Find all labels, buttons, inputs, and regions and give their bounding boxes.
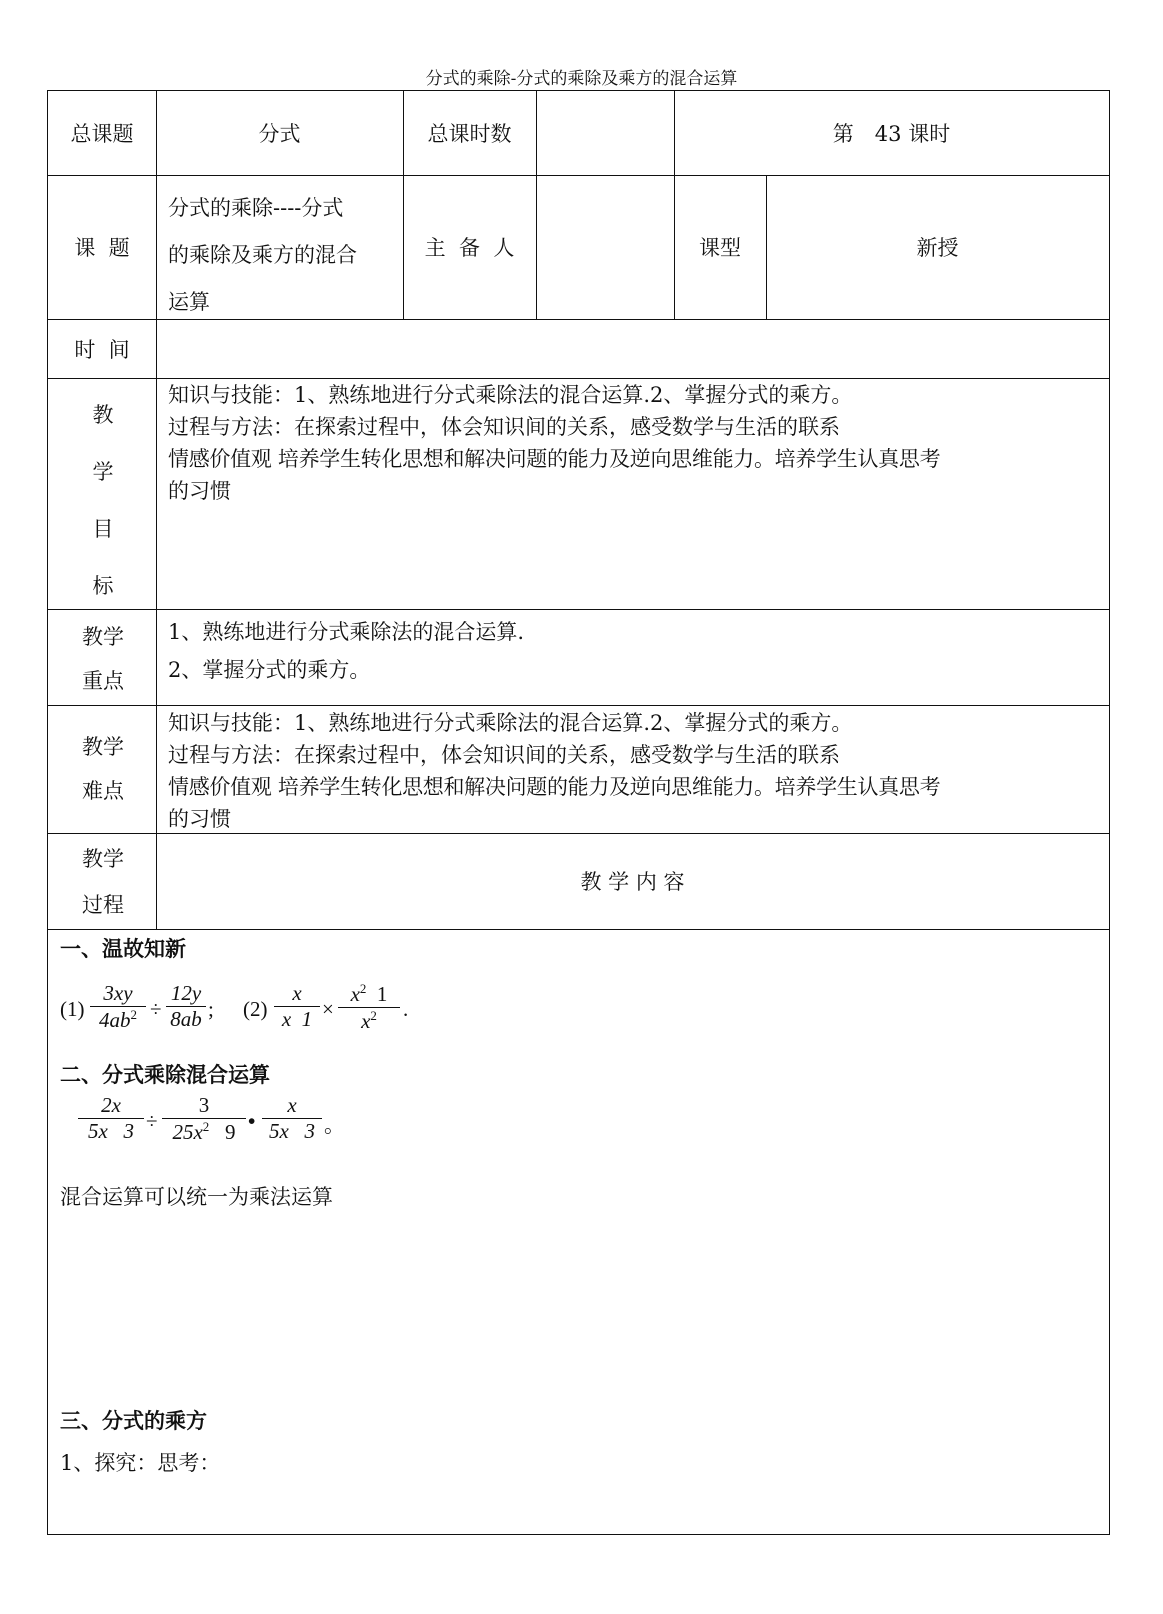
label-objectives [48, 387, 158, 615]
denominator: 5x 3 [87, 1119, 135, 1143]
fraction [166, 981, 206, 1032]
label-time: 时 间 [74, 337, 130, 362]
subject-value [168, 185, 398, 326]
label-difficulties [48, 725, 158, 813]
objective-line: 过程与方法：在探索过程中，体会知识间的关系，感受数学与生活的联系 [168, 415, 840, 439]
numerator: 3xy [103, 981, 133, 1005]
objectives-text [168, 379, 1108, 507]
note-text: 混合运算可以统一为乘法运算 [60, 1185, 333, 1209]
key-point-line: 1、熟练地进行分式乘除法的混合运算. [168, 620, 525, 644]
label-line: 教学 [82, 847, 124, 871]
lesson-number: 第 43 课时 [832, 122, 951, 146]
divide-operator: ÷ [146, 1109, 158, 1133]
key-points-text [168, 613, 1108, 689]
divide-operator: ÷ [150, 997, 162, 1021]
punctuation: ; [208, 997, 214, 1021]
expression-1 [60, 981, 440, 1041]
multiply-operator: × [322, 997, 334, 1021]
numerator: 12y [170, 981, 202, 1005]
key-point-line: 2、掌握分式的乘方。 [168, 658, 371, 682]
objective-line: 的习惯 [168, 479, 231, 503]
explore-item: 1、探究：思考： [60, 1451, 221, 1475]
difficulty-line: 情感价值观 培养学生转化思想和解决问题的能力及逆向思维能力。培养学生认真思考 [168, 775, 941, 799]
numerator: 3 [198, 1093, 210, 1117]
objective-line: 情感价值观 培养学生转化思想和解决问题的能力及逆向思维能力。培养学生认真思考 [168, 447, 941, 471]
difficulty-line: 的习惯 [168, 807, 231, 831]
lesson-plan-table [47, 90, 1110, 1535]
numerator: $x^2$ 1 [350, 981, 388, 1006]
lesson-type-value: 新授 [916, 236, 959, 260]
numerator: x [287, 1093, 297, 1117]
label-line: 过程 [82, 893, 124, 917]
difficulty-line: 知识与技能：1、熟练地进行分式乘除法的混合运算.2、掌握分式的乘方。 [168, 711, 853, 735]
subject-line: 的乘除及乘方的混合 [168, 243, 357, 267]
row-divider [48, 609, 1109, 610]
objective-line: 知识与技能：1、熟练地进行分式乘除法的混合运算.2、掌握分式的乘方。 [168, 383, 853, 407]
numerator: x [292, 981, 302, 1005]
page-title: 分式的乘除-分式的乘除及乘方的混合运算 [425, 69, 738, 89]
expr-label: (1) [60, 997, 85, 1021]
label-char: 学 [92, 460, 114, 484]
fraction [162, 1093, 246, 1145]
label-char: 教 [92, 403, 114, 427]
denominator: $4ab^2$ [99, 1007, 137, 1032]
teaching-content-heading: 教 学 内 容 [580, 870, 685, 894]
expression-mixed [78, 1093, 398, 1153]
denominator: 8ab [170, 1007, 202, 1031]
difficulty-line: 过程与方法：在探索过程中，体会知识间的关系，感受数学与生活的联系 [168, 743, 840, 767]
punctuation: 。 [324, 1113, 345, 1137]
label-char: 目 [92, 517, 114, 541]
denominator: 5x 3 [268, 1119, 316, 1143]
punctuation: . [403, 997, 409, 1021]
label-char: 标 [92, 574, 114, 598]
section-review: 一、温故知新 [60, 936, 186, 961]
denominator: $25x^2$ 9 [172, 1119, 236, 1144]
dot-operator: • [248, 1109, 256, 1133]
preparer-value [536, 175, 674, 319]
fraction [338, 981, 400, 1034]
denominator: x 1 [281, 1007, 313, 1031]
row-divider [48, 705, 1109, 706]
label-lesson-type: 课型 [699, 236, 741, 260]
numerator: 2x [101, 1093, 121, 1117]
label-total-hours: 总课时数 [427, 122, 512, 146]
expr-label: (2) [243, 997, 268, 1021]
topic-value: 分式 [258, 122, 301, 146]
label-line: 难点 [82, 779, 124, 803]
fraction [274, 981, 320, 1032]
label-line: 教学 [82, 625, 124, 649]
hours-value [536, 91, 674, 175]
fraction [78, 1093, 144, 1144]
label-process [48, 836, 158, 928]
label-line: 教学 [82, 735, 124, 759]
section-mixed-operations: 二、分式乘除混合运算 [60, 1062, 270, 1087]
subject-line: 运算 [168, 290, 210, 314]
denominator: $x^2$ [361, 1008, 377, 1033]
fraction [262, 1093, 322, 1144]
difficulties-text [168, 707, 1108, 835]
label-key-points [48, 615, 158, 703]
row-divider [48, 929, 1109, 930]
section-power: 三、分式的乘方 [60, 1408, 207, 1433]
fraction [90, 981, 146, 1033]
label-subject: 课 题 [74, 236, 130, 260]
label-preparer: 主 备 人 [424, 236, 515, 260]
subject-line: 分式的乘除----分式 [168, 196, 344, 220]
label-total-topic: 总课题 [70, 122, 134, 146]
label-line: 重点 [82, 669, 124, 693]
